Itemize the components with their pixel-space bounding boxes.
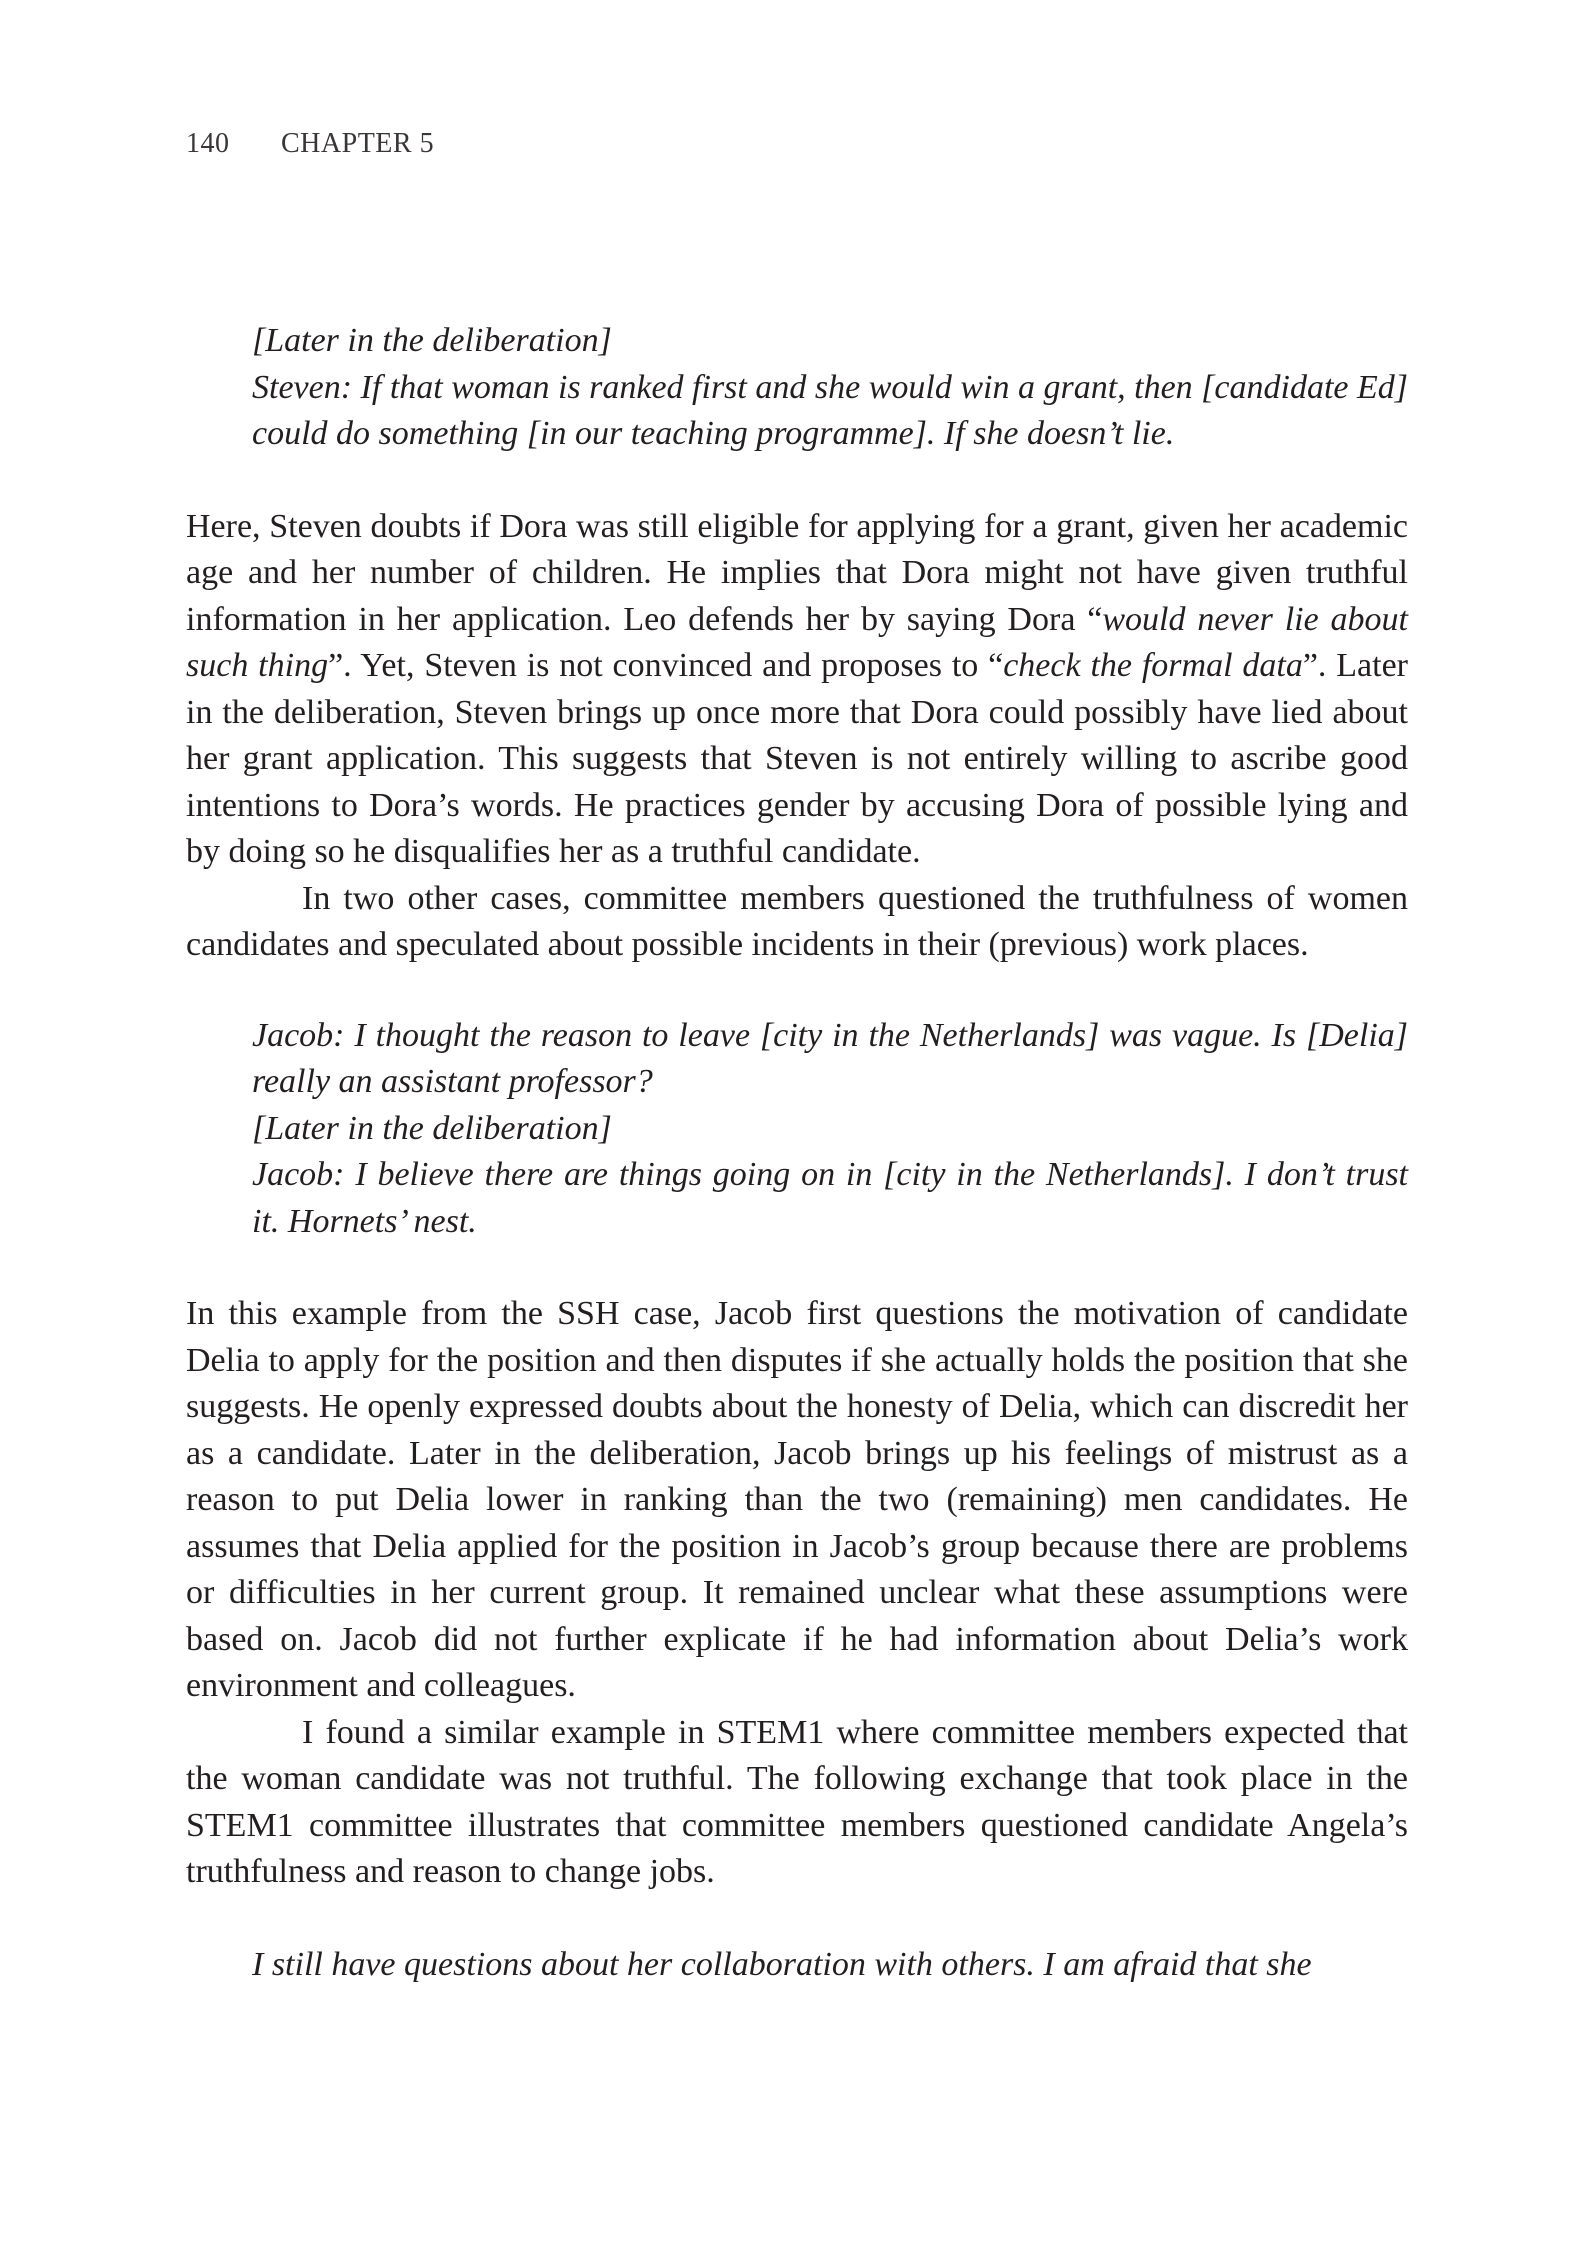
quote-line: Jacob: I believe there are things going on in [city in the Netherlands]. I don’t trust it. Hornets’ nest. — [252, 1156, 1408, 1240]
quoted-phrase: check the formal data — [1003, 647, 1303, 684]
body-text — [186, 318, 1408, 1988]
paragraph-text: ”. Later in the deliberation, Steven brings up once more that Dora could possibly have lied about her grant application. This suggests that Steven is not entirely willing to ascribe good intentions to Dora’s words. He practices gender by accusing Dora of possible lying and by doing so he disqualifies her as a truthful candidate. — [186, 647, 1408, 870]
quote-line: [Later in the deliberation] — [252, 322, 612, 359]
quote-line: Steven: If that woman is ranked first and she would win a grant, then [candidate Ed] could do something [in our teaching programme]. If she doesn’t lie. — [252, 368, 1408, 452]
paragraph-stem1-example: I found a similar example in STEM1 where committee members expected that the woman candidate was not truthful. The following exchange that took place in the STEM1 committee illustrates that committee members questioned candidate Angela’s truthfulness and reason to change jobs. — [186, 1713, 1408, 1890]
chapter-title: CHAPTER 5 — [281, 128, 435, 159]
quote-line: I still have questions about her collaboration with others. I am afraid that she — [252, 1945, 1312, 1983]
paragraph-text: Here, Steven doubts if Dora was still eligible for applying for a grant, given her academic age and her number of children. He implies that Dora might not have given truthful information in her application. Leo defends her by saying Dora “ — [186, 507, 1408, 638]
paragraph-two-other-cases: In two other cases, committee members questioned the truthfulness of women candidates and speculated about possible incidents in their (previous) work places. — [186, 879, 1408, 963]
block-quote-angela — [252, 1942, 1408, 1989]
paragraph-text: ”. Yet, Steven is not convinced and proposes to “ — [328, 647, 1004, 684]
quote-line: Jacob: I thought the reason to leave [city in the Netherlands] was vague. Is [Delia] really an assistant professor? — [252, 1016, 1408, 1100]
quote-line: [Later in the deliberation] — [252, 1109, 612, 1147]
block-quote-jacob — [252, 1013, 1408, 1246]
block-quote-steven — [252, 318, 1408, 458]
quoted-phrase: would never lie about such thing — [186, 600, 1408, 684]
running-head — [186, 128, 434, 160]
paragraph-ssh-example: In this example from the SSH case, Jacob first questions the motivation of candidate Delia to apply for the position and then disputes if she actually holds the position that she suggests. He openly expressed doubts about the honesty of Delia, which can discredit her as a candidate. Later in the deliberation, Jacob brings up his feelings of mistrust as a reason to put Delia lower in ranking than the two (remaining) men candidates. He assumes that Delia applied for the position in Jacob’s group because there are problems or difficulties in her current group. It remained unclear what these assumptions were based on. Jacob did not further explicate if he had information about Delia’s work environment and colleagues. — [186, 1295, 1408, 1704]
paragraph-steven-doubts — [186, 504, 1408, 876]
page-number: 140 — [186, 128, 230, 159]
